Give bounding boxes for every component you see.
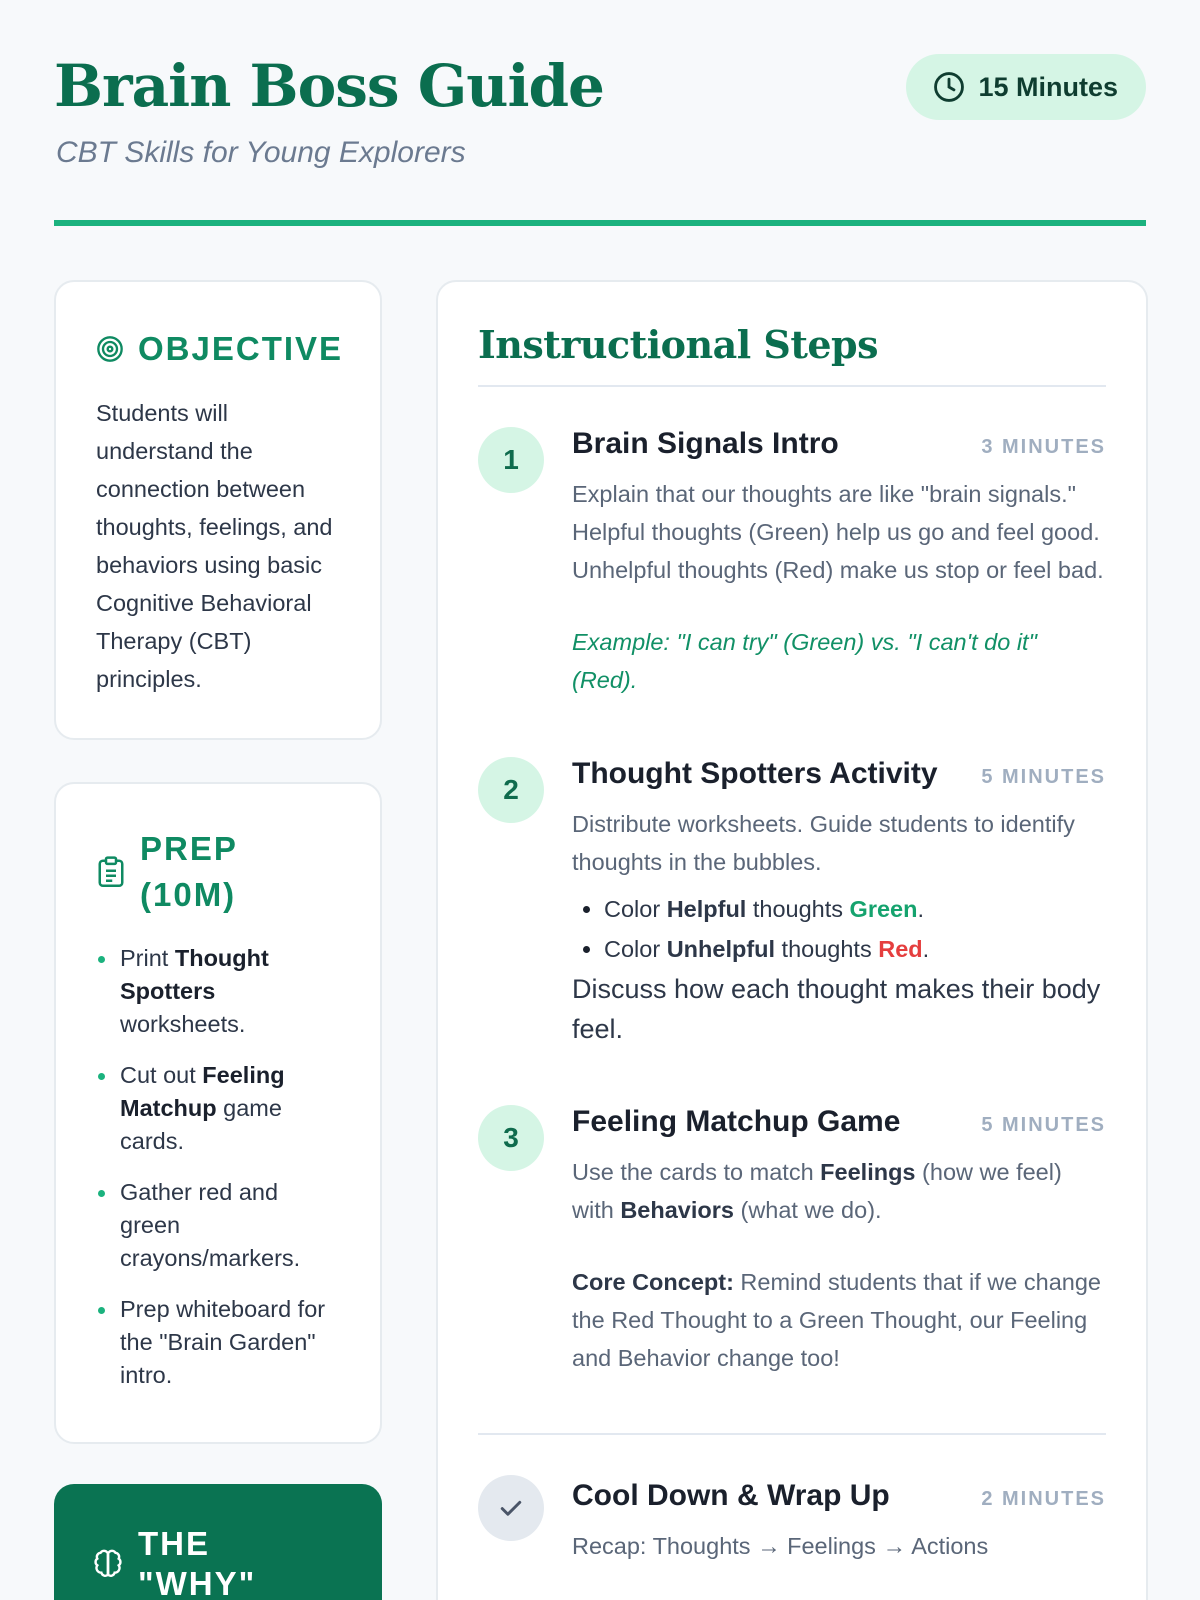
step-example: Example: "I can try" (Green) vs. "I can't do it" (Red). — [572, 629, 1037, 693]
step-3 — [478, 1105, 1106, 1377]
page-subtitle: CBT Skills for Young Explorers — [56, 136, 466, 169]
brain-icon — [92, 1548, 124, 1580]
prep-item: Cut out Feeling Matchup game cards. — [96, 1059, 342, 1158]
list-item: • Color Helpful thoughts Green. — [604, 889, 1106, 929]
duration-badge — [906, 54, 1146, 120]
checkmark-icon — [496, 1493, 526, 1523]
why-card — [54, 1484, 382, 1600]
step-duration: 2 MINUTES — [981, 1488, 1106, 1510]
section-divider — [478, 1433, 1106, 1435]
why-heading-label — [138, 1524, 256, 1600]
objective-heading — [96, 326, 342, 372]
step-number: 1 — [478, 427, 544, 493]
clipboard-icon — [96, 855, 126, 889]
step-description: Use the cards to match Feelings (how we feel) with Behaviors (what we do). — [572, 1159, 1062, 1223]
step-description: Recap: Thoughts → Feelings → Actions — [572, 1533, 989, 1559]
page-header — [54, 0, 1146, 230]
step-discuss: Discuss how each thought makes their body feel. — [572, 974, 1101, 1044]
prep-heading-line1: PREP — [140, 830, 238, 867]
why-heading — [92, 1524, 256, 1600]
color-instructions — [572, 889, 1106, 969]
header-divider — [54, 220, 1146, 226]
step-title: Feeling Matchup Game — [572, 1105, 901, 1138]
list-item: • Color Unhelpful thoughts Red. — [604, 929, 1106, 969]
prep-item: Prep whiteboard for the "Brain Garden" intro. — [96, 1293, 342, 1392]
why-heading-line1: THE — [138, 1525, 210, 1562]
steps-title: Instructional Steps — [478, 322, 1106, 387]
prep-heading-line2: (10M) — [140, 876, 237, 913]
step-number: 3 — [478, 1105, 544, 1171]
prep-item: Gather red and green crayons/markers. — [96, 1176, 342, 1275]
step-1 — [478, 427, 1106, 699]
prep-list — [96, 942, 342, 1392]
duration-label: 15 Minutes — [978, 71, 1118, 102]
prep-card — [54, 782, 382, 1444]
prep-heading-label — [140, 826, 238, 918]
core-concept: Core Concept: Remind students that if we change the Red Thought to a Green Thought, our Feeling and Behavior change too! — [572, 1269, 1101, 1371]
step-2 — [478, 757, 1106, 1049]
step-title: Brain Signals Intro — [572, 427, 839, 460]
clock-icon — [932, 70, 966, 104]
step-title: Thought Spotters Activity — [572, 757, 938, 790]
objective-text: Students will understand the connection between thoughts, feelings, and behaviors using basic Cognitive Behavioral Therapy (CBT) principles. — [96, 400, 333, 692]
step-duration: 5 MINUTES — [981, 1114, 1106, 1136]
objective-card — [54, 280, 382, 740]
step-duration: 5 MINUTES — [981, 766, 1106, 788]
step-number: 2 — [478, 757, 544, 823]
page-title: Brain Boss Guide — [54, 52, 604, 120]
step-complete-badge — [478, 1475, 544, 1541]
step-4 — [478, 1475, 1106, 1565]
target-icon — [96, 335, 124, 363]
step-description: Distribute worksheets. Guide students to identify thoughts in the bubbles. — [572, 811, 1075, 875]
prep-item: Print Thought Spotters worksheets. — [96, 942, 342, 1041]
step-duration: 3 MINUTES — [981, 436, 1106, 458]
step-description: Explain that our thoughts are like "brain signals." Helpful thoughts (Green) help us go and feel good. Unhelpful thoughts (Red) make us stop or feel bad. — [572, 481, 1104, 583]
prep-heading — [96, 826, 342, 918]
steps-card — [436, 280, 1148, 1600]
why-heading-line2: "WHY" — [138, 1565, 257, 1600]
objective-heading-label: OBJECTIVE — [138, 330, 344, 367]
step-title: Cool Down & Wrap Up — [572, 1479, 890, 1512]
